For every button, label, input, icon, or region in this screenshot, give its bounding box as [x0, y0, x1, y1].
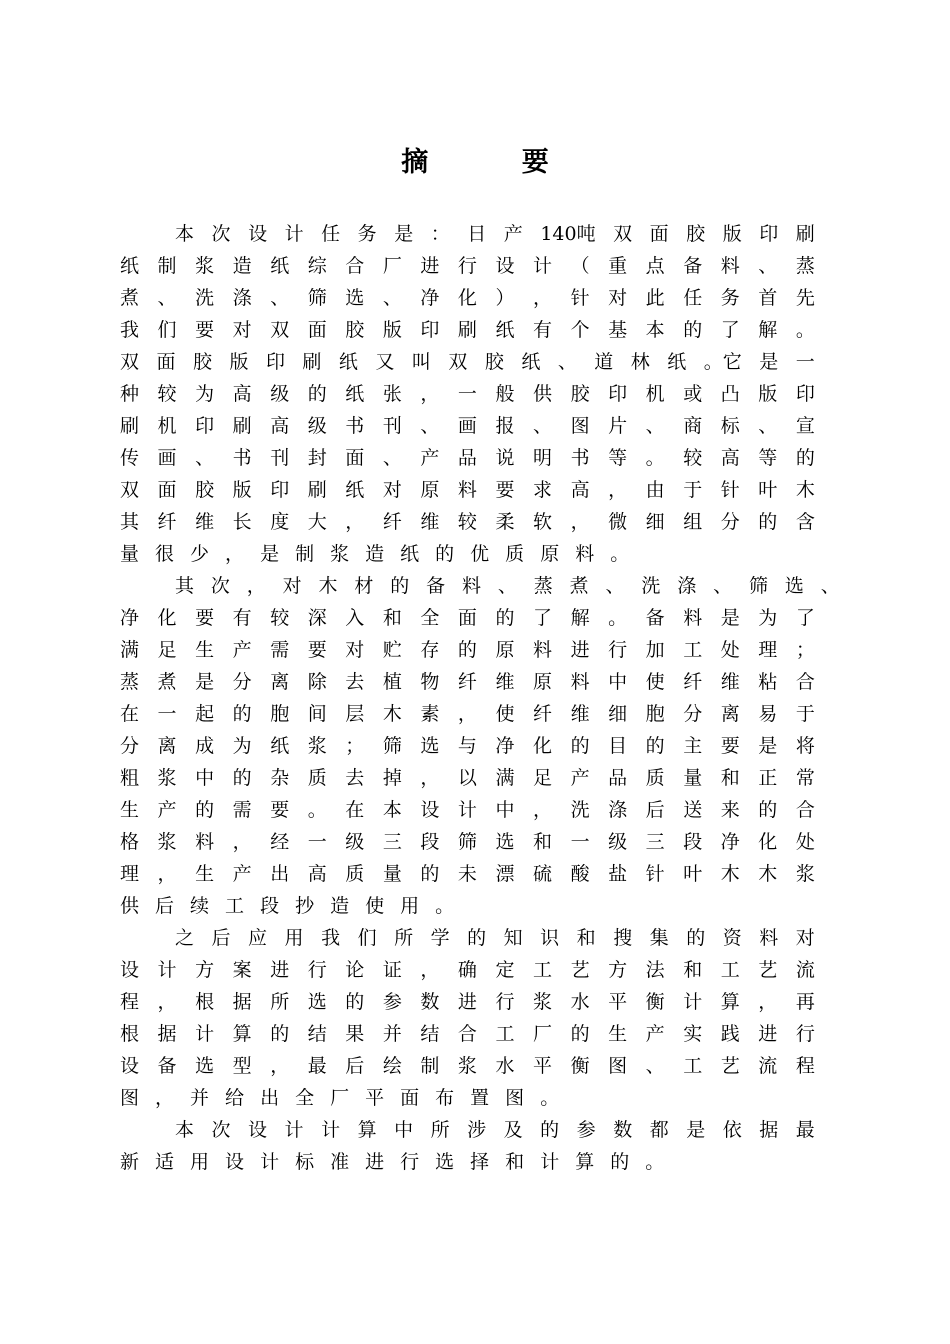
text-line: 新 适 用 设 计 标 准 进 行 选 择 和 计 算 的 。 [120, 1151, 665, 1173]
text-line: 双 面 胶 版 印 刷 纸 又 叫 双 胶 纸 、 道 林 纸 。它 是 一 [120, 351, 815, 373]
text-line: 量 很 少 ， 是 制 浆 造 纸 的 优 质 原 料 。 [120, 543, 630, 565]
text-line: 本 次 设 计 计 算 中 所 涉 及 的 参 数 都 是 依 据 最 [175, 1119, 815, 1141]
text-line: 其 纤 维 长 度 大 ， 纤 维 较 柔 软 ， 微 细 组 分 的 含 [120, 511, 815, 533]
paragraph [120, 1114, 840, 1178]
page-title: 摘 要 [401, 147, 591, 178]
text-line: 根 据 计 算 的 结 果 并 结 合 工 厂 的 生 产 实 践 进 行 [120, 1023, 815, 1045]
text-line: 我 们 要 对 双 面 胶 版 印 刷 纸 有 个 基 本 的 了 解 。 [120, 319, 815, 341]
text-line: 图 ， 并 给 出 全 厂 平 面 布 置 图 。 [120, 1087, 560, 1109]
text-line: 纸 制 浆 造 纸 综 合 厂 进 行 设 计 （ 重 点 备 料 、 蒸 [120, 255, 815, 277]
text-line: 净 化 要 有 较 深 入 和 全 面 的 了 解 。 备 料 是 为 了 [120, 607, 815, 629]
text-line: 生 产 的 需 要 。 在 本 设 计 中 ， 洗 涤 后 送 来 的 合 [120, 799, 815, 821]
text-line: 煮 、 洗 涤 、 筛 选 、 净 化 ） ， 针 对 此 任 务 首 先 [120, 287, 815, 309]
text-line: 蒸 煮 是 分 离 除 去 植 物 纤 维 原 料 中 使 纤 维 粘 合 [120, 671, 815, 693]
text-line: 传 画 、 书 刊 封 面 、 产 品 说 明 书 等 。 较 高 等 的 [120, 447, 815, 469]
paragraph [120, 570, 840, 922]
text-line: 格 浆 料 ， 经 一 级 三 段 筛 选 和 一 级 三 段 净 化 处 [120, 831, 815, 853]
text-line: 本 次 设 计 任 务 是 ： 日 产 140吨 双 面 胶 版 印 刷 [175, 223, 815, 245]
text-line: 其 次 ， 对 木 材 的 备 料 、 蒸 煮 、 洗 涤 、 筛 选 、 [175, 575, 840, 597]
text-line: 供 后 续 工 段 抄 造 使 用 。 [120, 895, 455, 917]
text-line: 双 面 胶 版 印 刷 纸 对 原 料 要 求 高 ， 由 于 针 叶 木 [120, 479, 815, 501]
text-line: 设 备 选 型 ， 最 后 绘 制 浆 水 平 衡 图 、 工 艺 流 程 [120, 1055, 815, 1077]
text-line: 分 离 成 为 纸 浆 ； 筛 选 与 净 化 的 目 的 主 要 是 将 [120, 735, 815, 757]
text-line: 程 ， 根 据 所 选 的 参 数 进 行 浆 水 平 衡 计 算 ， 再 [120, 991, 815, 1013]
text-line: 满 足 生 产 需 要 对 贮 存 的 原 料 进 行 加 工 处 理 ； [120, 639, 815, 661]
text-line: 在 一 起 的 胞 间 层 木 素 ， 使 纤 维 细 胞 分 离 易 于 [120, 703, 815, 725]
paragraph [120, 218, 840, 570]
abstract-body [120, 218, 840, 1178]
text-line: 种 较 为 高 级 的 纸 张 ， 一 般 供 胶 印 机 或 凸 版 印 [120, 383, 815, 405]
text-line: 理 ， 生 产 出 高 质 量 的 未 漂 硫 酸 盐 针 叶 木 木 浆 [120, 863, 815, 885]
text-line: 刷 机 印 刷 高 级 书 刊 、 画 报 、 图 片 、 商 标 、 宣 [120, 415, 815, 437]
text-line: 粗 浆 中 的 杂 质 去 掉 ， 以 满 足 产 品 质 量 和 正 常 [120, 767, 815, 789]
text-line: 设 计 方 案 进 行 论 证 ， 确 定 工 艺 方 法 和 工 艺 流 [120, 959, 815, 981]
paragraph [120, 922, 840, 1114]
text-line: 之 后 应 用 我 们 所 学 的 知 识 和 搜 集 的 资 料 对 [175, 927, 815, 949]
